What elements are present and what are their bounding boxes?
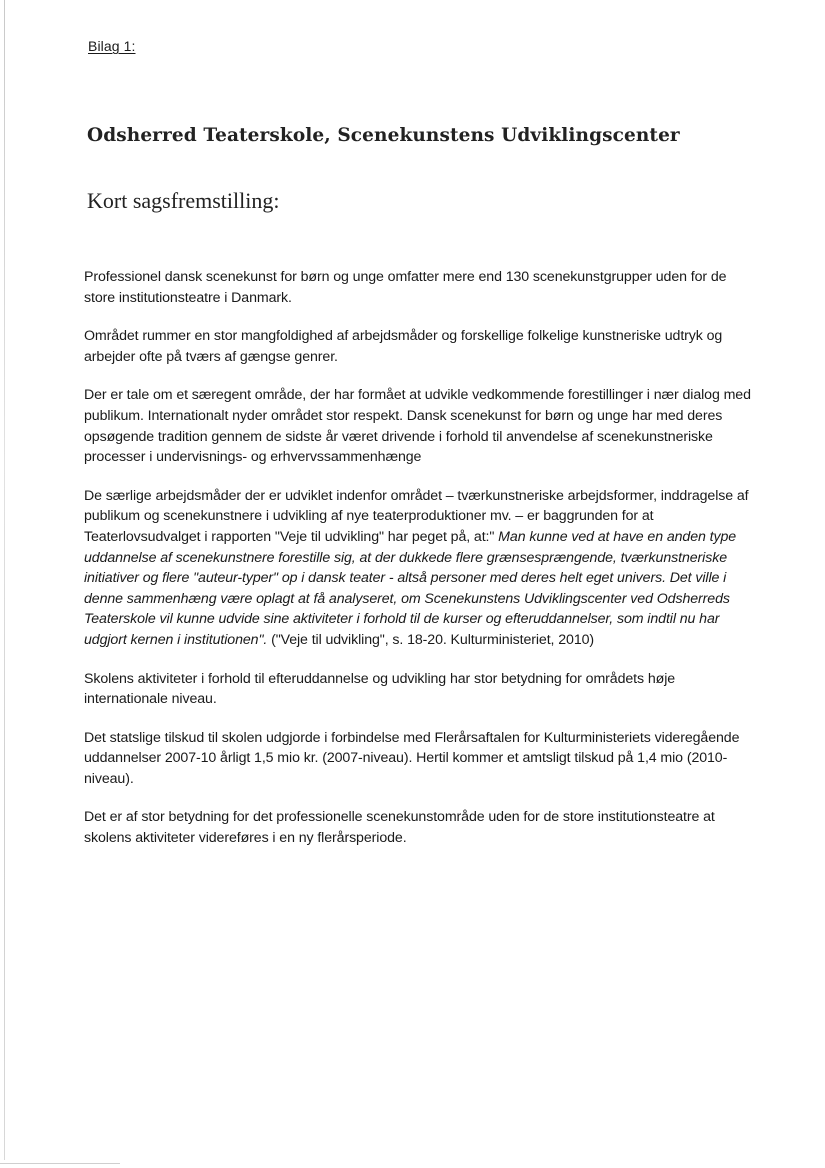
scan-edge-left: [4, 0, 5, 1160]
quote-intro: De særlige arbejdsmåder der er udviklet indenfor området – tværkunstneriske arbejdsformer, inddragelse af publikum og scenekunstnere i udvikling af nye teaterproduktioner mv. – er baggrunden for at Teaterlovsudvalget i rapporten "Veje til udvikling" har peget på, at:": [84, 487, 749, 545]
paragraph-diversity: Området rummer en stor mangfoldighed af arbejdsmåder og forskellige folkelige kunstneriske udtryk og arbejder ofte på tværs af gængse genrer.: [84, 328, 723, 365]
document-title: Odsherred Teaterskole, Scenekunstens Udviklingscenter: [87, 125, 680, 146]
paragraph-dialogue: Der er tale om et særegent område, der har formået at udvikle vedkommende forestillinger i nær dialog med publikum. Internationalt nyder området stor respekt. Dansk scenekunst for børn og unge har med deres opsøgende tradition gennem de sidste år været drivende i forhold til anvendelse af scenekunstneriske processer i undervisnings- og erhvervssammenhænge: [84, 387, 751, 466]
paragraph-funding: Det statslige tilskud til skolen udgjorde i forbindelse med Flerårsaftalen for Kulturministeriets videregående uddannelser 2007-10 årligt 1,5 mio kr. (2007-niveau). Hertil kommer et amtsligt tilskud på 1,4 mio (2010-niveau).: [84, 729, 740, 787]
paragraph-children-theatre: Professionel dansk scenekunst for børn og unge omfatter mere end 130 scenekunstgrupper uden for de store institutionsteatre i Danmark.: [84, 269, 727, 306]
paragraph-international-level: Skolens aktiviteter i forhold til efteruddannelse og udvikling har stor betydning for områdets høje internationale niveau.: [84, 670, 676, 708]
paragraph-continuation: Det er af stor betydning for det professionelle scenekunstområde uden for de store institutionsteatre at skolens aktiviteter videreføres i en ny flerårsperiode.: [84, 809, 715, 847]
section-heading: Kort sagsfremstilling:: [87, 188, 280, 213]
attachment-label: Bilag 1:: [88, 38, 136, 54]
scan-edge-bottom: [0, 1163, 120, 1164]
paragraph-quote: [84, 486, 756, 651]
quote-text: Man kunne ved at have en anden type uddannelse af scenekunstnere forestille sig, at der dukkede flere grænsesprængende, tværkunstneriske initiativer og flere "auteur-typer" op i dansk teater - altså personer med deres helt eget univers. Det ville i denne sammenhæng være oplagt at få analyseret, om Scenekunstens Udviklingscenter ved Odsherreds Teaterskole vil kunne udvide sine aktiviteter i forhold til de kurser og efteruddannelser, som indtil nu har udgjort kernen i institutionen".: [84, 528, 737, 648]
document-body: [84, 267, 756, 867]
quote-citation: ("Veje til udvikling", s. 18-20. Kulturministeriet, 2010): [267, 631, 595, 648]
